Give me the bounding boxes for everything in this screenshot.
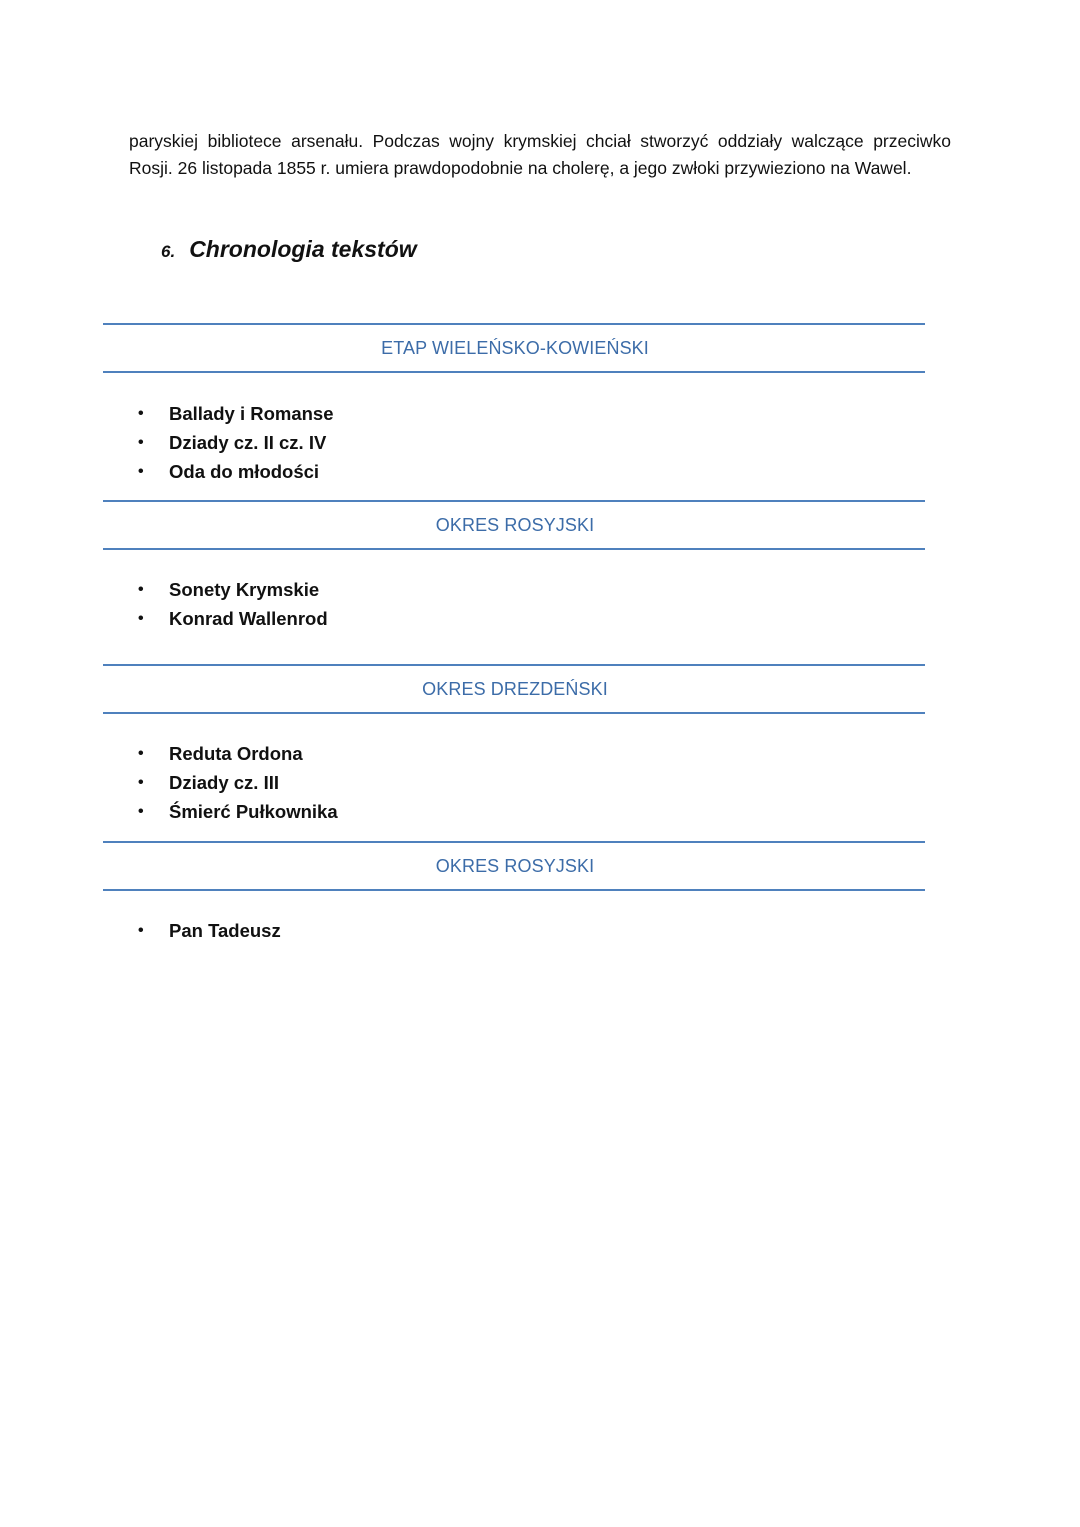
work-title: Reduta Ordona <box>169 743 303 764</box>
intro-paragraph <box>129 128 951 182</box>
list-item <box>0 428 1080 457</box>
works-list-1 <box>0 399 1080 486</box>
bullet-icon: • <box>138 581 144 598</box>
period-label: OKRES DREZDEŃSKI <box>422 678 608 699</box>
period-header-1 <box>103 323 925 373</box>
work-title: Oda do młodości <box>169 461 320 482</box>
period-header-2 <box>103 500 925 550</box>
work-title: Sonety Krymskie <box>169 579 320 600</box>
work-title: Dziady cz. II cz. IV <box>169 432 327 453</box>
list-item <box>0 457 1080 486</box>
period-label: OKRES ROSYJSKI <box>435 514 595 535</box>
work-title: Pan Tadeusz <box>169 920 281 941</box>
works-list-3 <box>0 739 1080 826</box>
list-item <box>0 739 1080 768</box>
bullet-icon: • <box>138 405 144 422</box>
work-title: Ballady i Romanse <box>169 403 334 424</box>
bullet-icon: • <box>138 803 144 820</box>
period-label: OKRES ROSYJSKI <box>435 855 595 876</box>
section-heading <box>161 236 417 263</box>
bullet-icon: • <box>138 610 144 627</box>
work-title: Dziady cz. III <box>169 772 280 793</box>
section-title: Chronologia tekstów <box>189 236 417 262</box>
bullet-icon: • <box>138 434 144 451</box>
list-item <box>0 797 1080 826</box>
work-title: Śmierć Pułkownika <box>169 801 338 822</box>
list-item <box>0 916 1080 945</box>
period-label: ETAP WIELEŃSKO-KOWIEŃSKI <box>381 337 649 358</box>
period-header-3 <box>103 664 925 714</box>
period-header-4 <box>103 841 925 891</box>
list-item <box>0 604 1080 633</box>
list-item <box>0 575 1080 604</box>
intro-line-2: Rosji. 26 listopada 1855 r. umiera prawdopodobnie na cholerę, a jego zwłoki przywieziono na Wawel. <box>129 158 912 178</box>
bullet-icon: • <box>138 745 144 762</box>
work-title: Konrad Wallenrod <box>169 608 328 629</box>
bullet-icon: • <box>138 922 144 939</box>
bullet-icon: • <box>138 774 144 791</box>
section-number: 6. <box>161 242 176 261</box>
works-list-2 <box>0 575 1080 633</box>
works-list-4 <box>0 916 1080 945</box>
list-item <box>0 399 1080 428</box>
intro-line-1: paryskiej bibliotece arsenału. Podczas wojny krymskiej chciał stworzyć oddziały walczące przeciwko <box>129 131 951 151</box>
bullet-icon: • <box>138 463 144 480</box>
list-item <box>0 768 1080 797</box>
